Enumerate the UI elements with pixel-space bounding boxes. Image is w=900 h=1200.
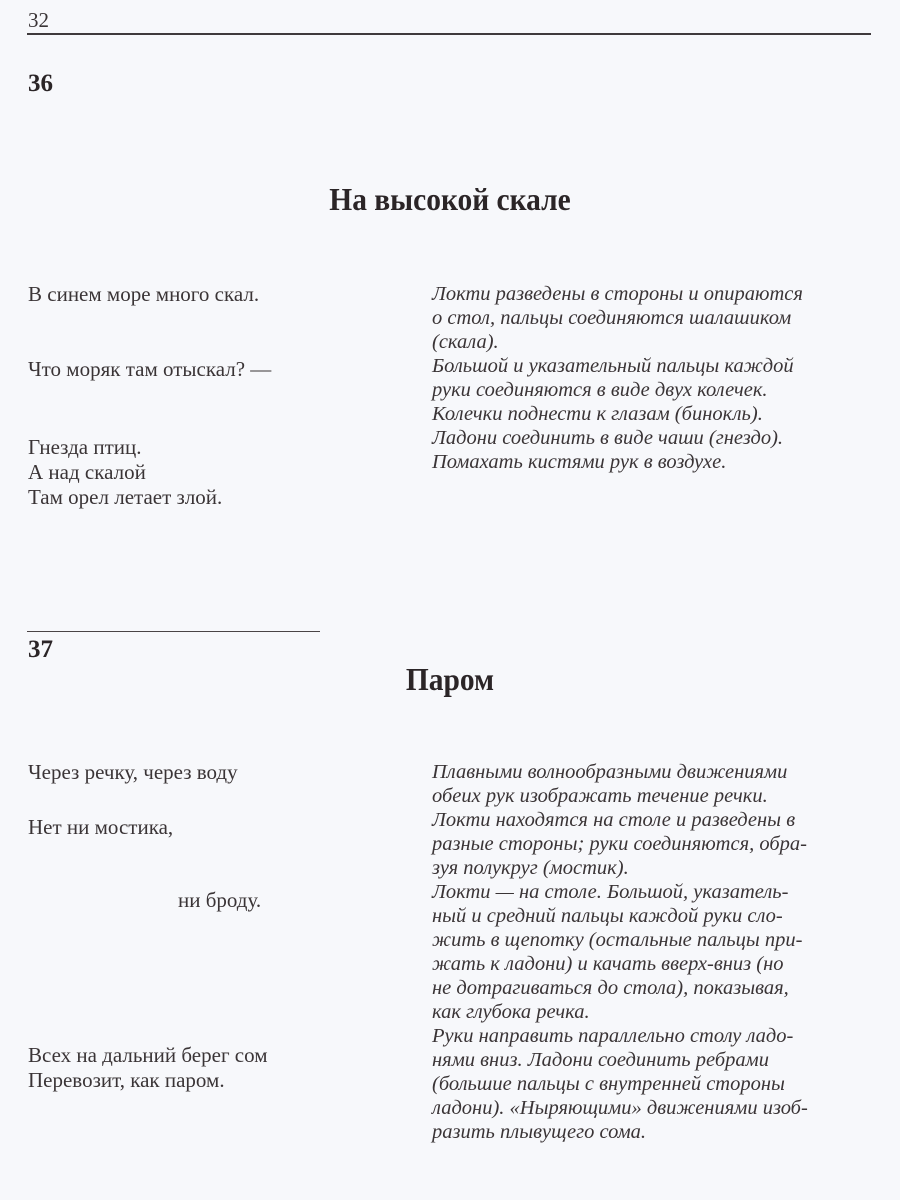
instruction-line: обеих рук изображать течение речки. [432,785,768,807]
instruction-line: Большой и указательный пальцы каждой [432,355,794,377]
instructions [432,282,874,474]
instruction-line: Колечки поднести к глазам (бинокль). [432,403,763,425]
instruction-line: ный и средний пальцы каждой руки сло- [432,905,783,927]
instruction-line: Локти разведены в стороны и опираются [432,283,803,305]
poem-line: В синем море много скал. [28,282,260,306]
poem-line: Что моряк там отыскал? — [28,357,272,381]
exercise-number: 37 [28,636,53,663]
instruction-line: (скала). [432,331,499,353]
poem-line: Всех на дальний берег сом [28,1043,268,1067]
instruction-line: как глубока речка. [432,1001,590,1023]
poem-line: А над скалой [28,460,146,484]
instruction-line: жать к ладони) и качать вверх-вниз (но [432,953,784,975]
instruction-line: не дотрагиваться до стола), показывая, [432,977,789,999]
poem-line: ни броду. [178,888,262,912]
poem-line: Нет ни мостика, [28,815,174,839]
instruction-line: нями вниз. Ладони соединить ребрами [432,1049,769,1071]
exercise-number: 36 [28,70,53,97]
exercise-title: На высокой скале [329,181,571,217]
poem-line: Перевозит, как паром. [28,1068,225,1092]
instruction-line: Локти находятся на столе и разведены в [432,809,796,831]
instruction-line: о стол, пальцы соединяются шалашиком [432,307,792,329]
instruction-line: руки соединяются в виде двух колечек. [432,379,768,401]
exercise-title: Паром [405,661,495,697]
instruction-line: зуя полукруг (мостик). [432,857,629,879]
header-rule [27,33,871,35]
instructions [432,760,874,1144]
page-number: 32 [28,8,49,32]
instruction-line: разить плывущего сома. [432,1121,647,1143]
instruction-line: Руки направить параллельно столу ладо- [432,1025,794,1047]
instruction-line: Ладони соединить в виде чаши (гнездо). [432,427,784,449]
instruction-line: ладони). «Ныряющими» движениями изоб- [432,1097,808,1119]
section-divider [27,631,320,632]
instruction-line: Плавными волнообразными движениями [432,761,788,783]
poem-line: Через речку, через воду [28,760,238,784]
instruction-line: разные стороны; руки соединяются, обра- [432,833,807,855]
instruction-line: Помахать кистями рук в воздухе. [432,451,727,473]
instruction-line: Локти — на столе. Большой, указатель- [432,881,789,903]
instruction-line: жить в щепотку (остальные пальцы при- [432,929,803,951]
poem-line: Гнезда птиц. [28,435,142,459]
poem-line: Там орел летает злой. [28,485,223,509]
instruction-line: (большие пальцы с внутренней стороны [432,1073,785,1095]
